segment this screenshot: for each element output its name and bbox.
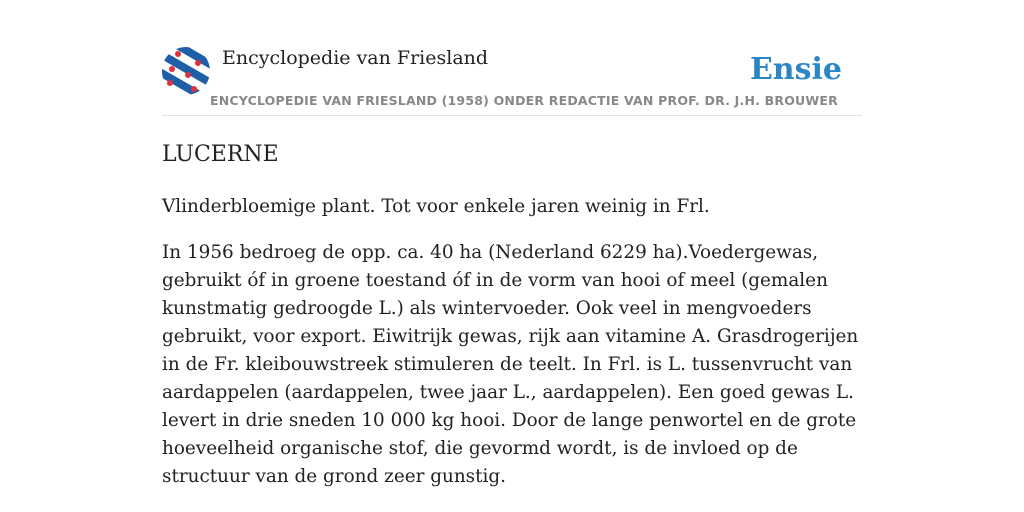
article-paragraph: Vlinderbloemige plant. Tot voor enkele jaren weinig in Frl. — [162, 196, 710, 217]
frisian-flag-icon — [162, 47, 210, 95]
header-divider — [162, 115, 862, 116]
source-subtitle: ENCYCLOPEDIE VAN FRIESLAND (1958) ONDER REDACTIE VAN PROF. DR. J.H. BROUWER — [210, 93, 838, 108]
site-title[interactable]: Encyclopedie van Friesland — [222, 47, 489, 69]
article-content — [162, 138, 862, 509]
article-headword: LUCERNE — [162, 142, 279, 167]
brand-logo-link[interactable]: Ensie — [749, 52, 842, 87]
article-paragraph: In 1956 bedroeg de opp. ca. 40 ha (Nederland 6229 ha).Voedergewas, gebruikt óf in groene toestand óf in de vorm van hooi of meel (gemalen kunstmatig gedroogde L.) als wintervoeder. Ook veel in mengvoeders gebruikt, voor export. Eiwitrijk gewas, rijk aan vitamine A. Grasdrogerijen in de Fr. kleibouwstreek stimuleren de teelt. In Frl. is L. tussenvrucht van aardappelen (aardappelen, twee jaar L., aardappelen). Een goed gewas L. levert in drie sneden 10 000 kg hooi. Door de lange penwortel en de grote hoeveelheid organische stof, die gevormd wordt, is de invloed op de structuur van de grond zeer gunstig. — [162, 242, 859, 487]
